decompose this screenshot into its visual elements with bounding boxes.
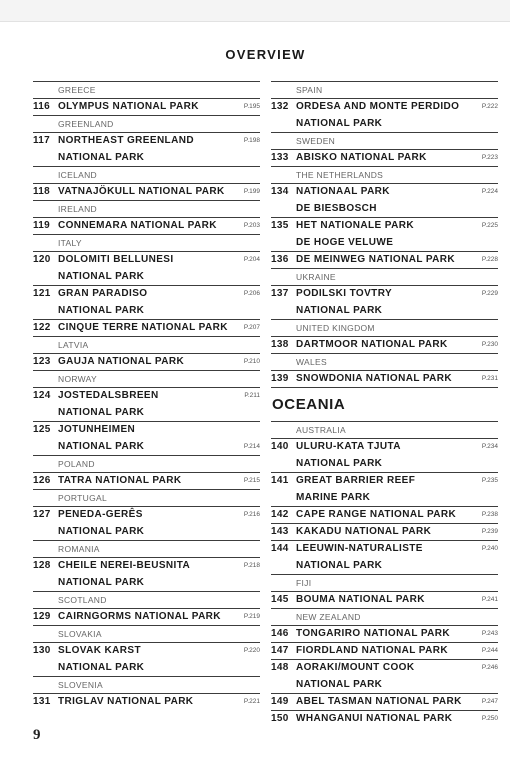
entry-name-continued: NATIONAL PARK [296, 305, 383, 316]
entry-number: 126 [33, 475, 51, 486]
entry-number: 120 [33, 254, 51, 265]
entry-page: P.231 [481, 375, 498, 382]
entry-name: PODILSKI TOVTRY [296, 288, 393, 299]
toc-entry [33, 421, 260, 455]
entry-page: P.210 [243, 358, 260, 365]
entry-page: P.216 [243, 511, 260, 518]
toc-entry [271, 659, 498, 693]
entry-number: 132 [271, 101, 289, 112]
entry-name: LEEUWIN-NATURALISTE [296, 543, 423, 554]
entry-page: P.243 [481, 630, 498, 637]
entry-name: TRIGLAV NATIONAL PARK [58, 696, 194, 707]
entry-name-continued: NATIONAL PARK [58, 526, 145, 537]
entry-number: 118 [33, 186, 51, 197]
toc-entry [33, 693, 260, 710]
entry-name: ULURU-KATA TJUTA [296, 441, 401, 452]
entry-name: WHANGANUI NATIONAL PARK [296, 713, 453, 724]
entry-number: 147 [271, 645, 289, 656]
toc-column-left [33, 81, 260, 710]
entry-name: DOLOMITI BELLUNESI [58, 254, 174, 265]
country-label: UNITED KINGDOM [271, 319, 498, 336]
entry-name: OLYMPUS NATIONAL PARK [58, 101, 199, 112]
entry-page: P.198 [243, 137, 260, 144]
toc-entry [33, 506, 260, 540]
entry-name: CAPE RANGE NATIONAL PARK [296, 509, 457, 520]
entry-name: SNOWDONIA NATIONAL PARK [296, 373, 453, 384]
entry-number: 135 [271, 220, 289, 231]
page-number: 9 [33, 727, 41, 743]
entry-name: DARTMOOR NATIONAL PARK [296, 339, 448, 350]
entry-page: P.230 [481, 341, 498, 348]
top-margin-strip [0, 0, 510, 22]
entry-number: 146 [271, 628, 289, 639]
country-label: PORTUGAL [33, 489, 260, 506]
entry-page: P.203 [243, 222, 260, 229]
toc-entry [271, 540, 498, 574]
entry-name-continued: DE BIESBOSCH [296, 203, 377, 214]
toc-entry [271, 472, 498, 506]
toc-entry [271, 217, 498, 251]
entry-page: P.204 [243, 256, 260, 263]
entry-name: ORDESA AND MONTE PERDIDO [296, 101, 460, 112]
toc-entry [271, 285, 498, 319]
toc-entry [271, 98, 498, 132]
entry-page: P.238 [481, 511, 498, 518]
entry-number: 119 [33, 220, 51, 231]
country-label: POLAND [33, 455, 260, 472]
entry-number: 142 [271, 509, 289, 520]
country-label: UKRAINE [271, 268, 498, 285]
toc-entry [33, 557, 260, 591]
entry-name: TATRA NATIONAL PARK [58, 475, 182, 486]
entry-page: P.224 [481, 188, 498, 195]
toc-entry [33, 217, 260, 234]
entry-number: 138 [271, 339, 289, 350]
toc-entry [271, 506, 498, 523]
entry-page: P.214 [243, 443, 260, 450]
toc-entry [271, 438, 498, 472]
entry-name-continued: NATIONAL PARK [296, 560, 383, 571]
entry-name: JOSTEDALSBREEN [58, 390, 159, 401]
entry-name-continued: NATIONAL PARK [296, 118, 383, 129]
toc-entry [33, 642, 260, 676]
entry-name-continued: NATIONAL PARK [58, 441, 145, 452]
entry-page: P.247 [481, 698, 498, 705]
toc-entry [33, 472, 260, 489]
country-label: SWEDEN [271, 132, 498, 149]
entry-number: 148 [271, 662, 289, 673]
entry-name-continued: MARINE PARK [296, 492, 371, 503]
entry-name: BOUMA NATIONAL PARK [296, 594, 425, 605]
toc-entry [33, 353, 260, 370]
country-label: THE NETHERLANDS [271, 166, 498, 183]
entry-name: NORTHEAST GREENLAND [58, 135, 194, 146]
entry-number: 133 [271, 152, 289, 163]
entry-number: 134 [271, 186, 289, 197]
entry-number: 136 [271, 254, 289, 265]
toc-entry [271, 183, 498, 217]
country-label: IRELAND [33, 200, 260, 217]
toc-entry [271, 336, 498, 353]
entry-page: P.207 [243, 324, 260, 331]
entry-page: P.228 [481, 256, 498, 263]
toc-entry [271, 693, 498, 710]
entry-page: P.219 [243, 613, 260, 620]
country-label: GREECE [33, 81, 260, 98]
page-title: OVERVIEW [225, 47, 306, 62]
entry-name: PENEDA-GERÊS [58, 509, 143, 520]
toc-entry [33, 98, 260, 115]
entry-page: P.240 [481, 545, 498, 552]
entry-page: P.206 [243, 290, 260, 297]
entry-page: P.225 [481, 222, 498, 229]
country-label: FIJI [271, 574, 498, 591]
entry-name: VATNAJÖKULL NATIONAL PARK [58, 186, 225, 197]
toc-entry [33, 387, 260, 421]
entry-name-continued: NATIONAL PARK [58, 662, 145, 673]
entry-name-continued: NATIONAL PARK [58, 407, 145, 418]
entry-page: P.229 [481, 290, 498, 297]
entry-page: P.195 [243, 103, 260, 110]
entry-name: GRAN PARADISO [58, 288, 148, 299]
toc-entry [271, 251, 498, 268]
country-label: LATVIA [33, 336, 260, 353]
entry-number: 124 [33, 390, 51, 401]
entry-number: 141 [271, 475, 289, 486]
entry-name: CONNEMARA NATIONAL PARK [58, 220, 217, 231]
entry-name: KAKADU NATIONAL PARK [296, 526, 432, 537]
entry-number: 149 [271, 696, 289, 707]
country-label: SCOTLAND [33, 591, 260, 608]
toc-entry [271, 642, 498, 659]
country-label: SLOVENIA [33, 676, 260, 693]
entry-name: ABISKO NATIONAL PARK [296, 152, 427, 163]
entry-page: P.239 [481, 528, 498, 535]
entry-name: NATIONAAL PARK [296, 186, 390, 197]
entry-page: P.235 [481, 477, 498, 484]
entry-name: AORAKI/MOUNT COOK [296, 662, 415, 673]
entry-page: P.218 [243, 562, 260, 569]
country-label: ICELAND [33, 166, 260, 183]
entry-name: DE MEINWEG NATIONAL PARK [296, 254, 456, 265]
entry-name-continued: NATIONAL PARK [58, 152, 145, 163]
entry-name: CAIRNGORMS NATIONAL PARK [58, 611, 221, 622]
entry-page: P.246 [481, 664, 498, 671]
toc-entry [271, 625, 498, 642]
country-label: NEW ZEALAND [271, 608, 498, 625]
toc-entry [271, 149, 498, 166]
entry-page: P.223 [481, 154, 498, 161]
toc-entry [33, 285, 260, 319]
country-label: SPAIN [271, 81, 498, 98]
toc-entry [271, 370, 498, 387]
country-label: WALES [271, 353, 498, 370]
entry-name: TONGARIRO NATIONAL PARK [296, 628, 451, 639]
entry-number: 131 [33, 696, 51, 707]
entry-number: 125 [33, 424, 51, 435]
entry-number: 143 [271, 526, 289, 537]
country-label: ITALY [33, 234, 260, 251]
entry-page: P.241 [481, 596, 498, 603]
entry-number: 128 [33, 560, 51, 571]
country-label: ROMANIA [33, 540, 260, 557]
entry-name-continued: NATIONAL PARK [296, 458, 383, 469]
entry-page: P.244 [481, 647, 498, 654]
entry-number: 127 [33, 509, 51, 520]
entry-name: CINQUE TERRE NATIONAL PARK [58, 322, 228, 333]
entry-number: 123 [33, 356, 51, 367]
entry-name-continued: NATIONAL PARK [58, 271, 145, 282]
entry-page: P.234 [481, 443, 498, 450]
entry-number: 130 [33, 645, 51, 656]
entry-page: P.222 [481, 103, 498, 110]
toc-entry [271, 591, 498, 608]
entry-number: 116 [33, 101, 51, 112]
toc-entry [271, 710, 498, 727]
country-label: SLOVAKIA [33, 625, 260, 642]
entry-name-continued: NATIONAL PARK [58, 305, 145, 316]
region-heading: OCEANIA [271, 387, 498, 421]
entry-name: SLOVAK KARST [58, 645, 141, 656]
entry-number: 145 [271, 594, 289, 605]
toc-column-right [271, 81, 498, 727]
entry-page: P.215 [243, 477, 260, 484]
entry-name-continued: NATIONAL PARK [296, 679, 383, 690]
entry-number: 122 [33, 322, 51, 333]
entry-number: 129 [33, 611, 51, 622]
country-label: GREENLAND [33, 115, 260, 132]
toc-entry [33, 183, 260, 200]
entry-name: HET NATIONALE PARK [296, 220, 414, 231]
country-label: NORWAY [33, 370, 260, 387]
entry-page: P.221 [243, 698, 260, 705]
entry-number: 139 [271, 373, 289, 384]
entry-name: ABEL TASMAN NATIONAL PARK [296, 696, 462, 707]
entry-page: P.220 [243, 647, 260, 654]
entry-number: 144 [271, 543, 289, 554]
entry-name: CHEILE NEREI-BEUSNITA [58, 560, 191, 571]
toc-entry [271, 523, 498, 540]
entry-page: P.199 [243, 188, 260, 195]
entry-name-continued: NATIONAL PARK [58, 577, 145, 588]
entry-page: P.250 [481, 715, 498, 722]
entry-number: 137 [271, 288, 289, 299]
entry-page: P.211 [244, 392, 260, 399]
entry-number: 117 [33, 135, 51, 146]
entry-number: 140 [271, 441, 289, 452]
toc-entry [33, 608, 260, 625]
country-label: AUSTRALIA [271, 421, 498, 438]
toc-entry [33, 319, 260, 336]
toc-entry [33, 132, 260, 166]
entry-name: GAUJA NATIONAL PARK [58, 356, 185, 367]
entry-number: 121 [33, 288, 51, 299]
entry-name-continued: DE HOGE VELUWE [296, 237, 394, 248]
toc-entry [33, 251, 260, 285]
entry-name: GREAT BARRIER REEF [296, 475, 416, 486]
entry-name: FIORDLAND NATIONAL PARK [296, 645, 448, 656]
entry-number: 150 [271, 713, 289, 724]
entry-name: JOTUNHEIMEN [58, 424, 136, 435]
